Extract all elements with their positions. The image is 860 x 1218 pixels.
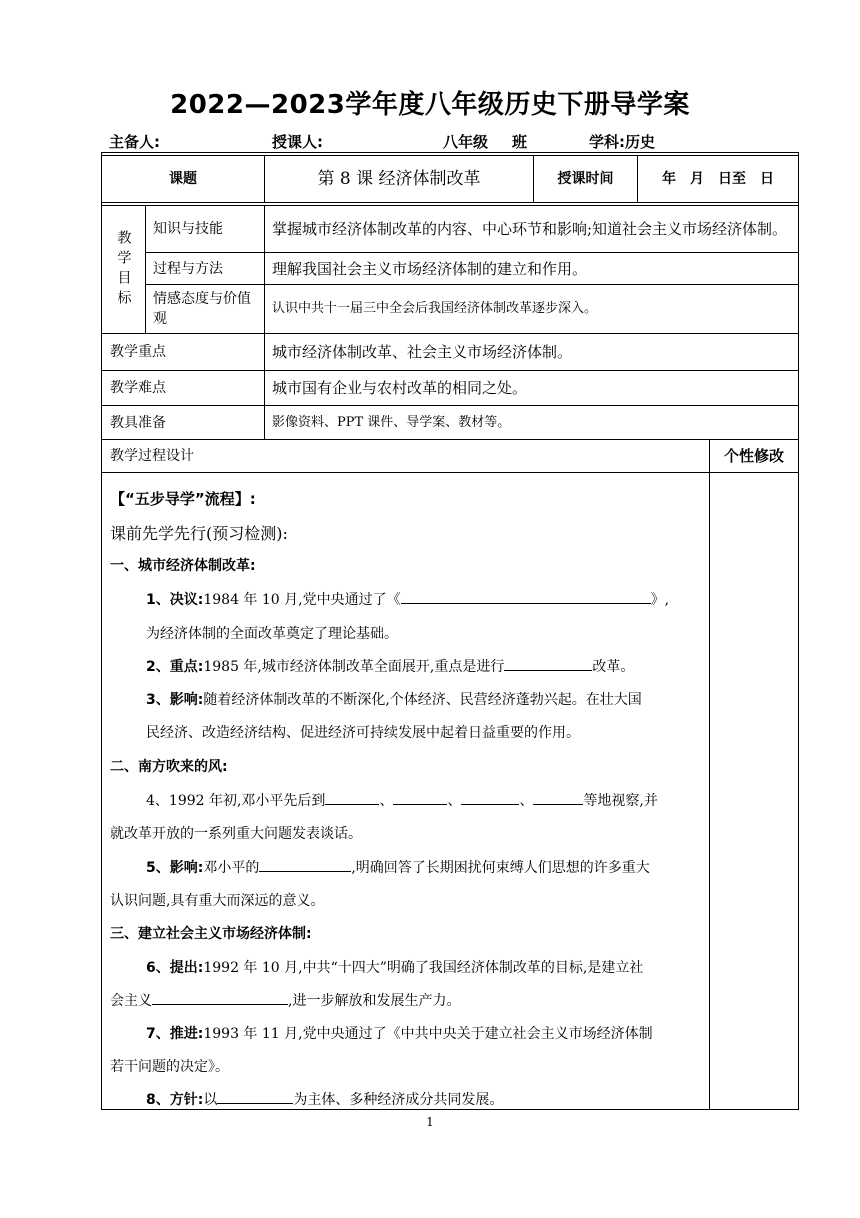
item-1-line-2: 为经济体制的全面改革奠定了理论基础。	[146, 626, 398, 642]
item-5-line-1: 5、影响:邓小平的 ,明确回答了长期困扰何束缚人们思想的许多重大	[146, 857, 650, 877]
blank-6[interactable]	[152, 990, 288, 1005]
goal-knowledge-label: 知识与技能	[153, 221, 223, 237]
preview-heading: 课前先学先行(预习检测):	[110, 524, 288, 543]
item-2-line: 2、重点:1985 年,城市经济体制改革全面展开,重点是进行 改革。	[146, 656, 634, 676]
item-5-line-2: 认识问题,具有重大而深远的意义。	[110, 893, 325, 909]
teaching-goals-label: 教学目标	[115, 229, 132, 310]
blank-2[interactable]	[504, 656, 592, 671]
item-7-line-1: 7、推进:1993 年 11 月,党中央通过了《中共中央关于建立社会主义市场经济体制	[146, 1026, 653, 1042]
item-5-label: 5、影响:	[146, 860, 204, 876]
blank-5[interactable]	[259, 857, 351, 872]
chief-preparer-label: 主备人:	[109, 133, 160, 151]
process-design-label: 教学过程设计	[110, 448, 194, 464]
item-8-line: 8、方针:以 为主体、多种经济成分共同发展。	[146, 1089, 503, 1109]
teaching-tools-text: 影像资料、PPT 课件、导学案、教材等。	[272, 414, 511, 430]
topic-label: 课题	[169, 171, 197, 187]
five-step-flow-heading: 【“五步导学”流程】:	[110, 490, 256, 508]
page-number: 1	[426, 1115, 434, 1129]
topic-value: 第 8 课 经济体制改革	[317, 169, 481, 189]
personal-revision-label: 个性修改	[723, 447, 784, 465]
item-6-label: 6、提出:	[146, 960, 204, 976]
goal-process-text: 理解我国社会主义市场经济体制的建立和作用。	[272, 259, 588, 278]
goal-attitude-label: 情感态度与价值观	[153, 291, 251, 327]
goal-attitude-text: 认识中共十一届三中全会后我国经济体制改革逐步深入。	[272, 301, 598, 316]
item-7-label: 7、推进:	[146, 1026, 204, 1042]
section-2-heading: 二、南方吹来的风:	[110, 759, 228, 775]
section-3-heading: 三、建立社会主义市场经济体制:	[110, 926, 312, 942]
item-7-line-2: 若干问题的决定》。	[110, 1059, 229, 1075]
teacher-label: 授课人:	[272, 133, 323, 151]
key-points-label: 教学重点	[110, 344, 166, 360]
goal-knowledge-text: 掌握城市经济体制改革的内容、中心环节和影响;知道社会主义市场经济体制。	[272, 220, 788, 238]
goal-process-label: 过程与方法	[153, 260, 223, 277]
blank-8[interactable]	[217, 1089, 293, 1104]
item-1-line-1: 1、决议:1984 年 10 月,党中央通过了《 》,	[146, 589, 669, 609]
class-time-value: 年 月 日至 日	[662, 171, 774, 187]
item-8-label: 8、方针:	[146, 1092, 204, 1108]
blank-4b[interactable]	[393, 790, 447, 805]
subject-label: 学科:历史	[589, 133, 655, 151]
item-4-line-1: 4、1992 年初,邓小平先后到 、 、 、 等地视察,并	[146, 790, 658, 810]
blank-4c[interactable]	[461, 790, 519, 805]
difficult-points-text: 城市国有企业与农村改革的相同之处。	[272, 379, 528, 397]
item-3-line-2: 民经济、改造经济结构、促进经济可持续发展中起着日益重要的作用。	[146, 725, 580, 741]
class-time-label: 授课时间	[557, 171, 614, 187]
item-3-label: 3、影响:	[146, 692, 204, 708]
section-1-heading: 一、城市经济体制改革:	[110, 558, 256, 574]
page-title: 2022—2023学年度八年级历史下册导学案	[170, 90, 690, 120]
teaching-tools-label: 教具准备	[110, 414, 166, 431]
item-4-line-2: 就改革开放的一系列重大问题发表谈话。	[110, 826, 362, 842]
blank-4d[interactable]	[533, 790, 583, 805]
item-2-label: 2、重点:	[146, 659, 204, 675]
grade-label: 八年级	[443, 133, 489, 151]
blank-4a[interactable]	[325, 790, 379, 805]
difficult-points-label: 教学难点	[110, 380, 166, 396]
item-3-line-1: 3、影响:随着经济体制改革的不断深化,个体经济、民营经济蓬勃兴起。在壮大国	[146, 692, 642, 708]
item-6-line-2: 会主义 ,进一步解放和发展生产力。	[110, 990, 460, 1010]
class-label: 班	[512, 133, 528, 151]
key-points-text: 城市经济体制改革、社会主义市场经济体制。	[272, 343, 573, 361]
item-6-line-1: 6、提出:1992 年 10 月,中共“十四大”明确了我国经济体制改革的目标,是建立社	[146, 960, 644, 976]
item-1-label: 1、决议:	[146, 592, 204, 608]
blank-1[interactable]	[401, 589, 651, 604]
